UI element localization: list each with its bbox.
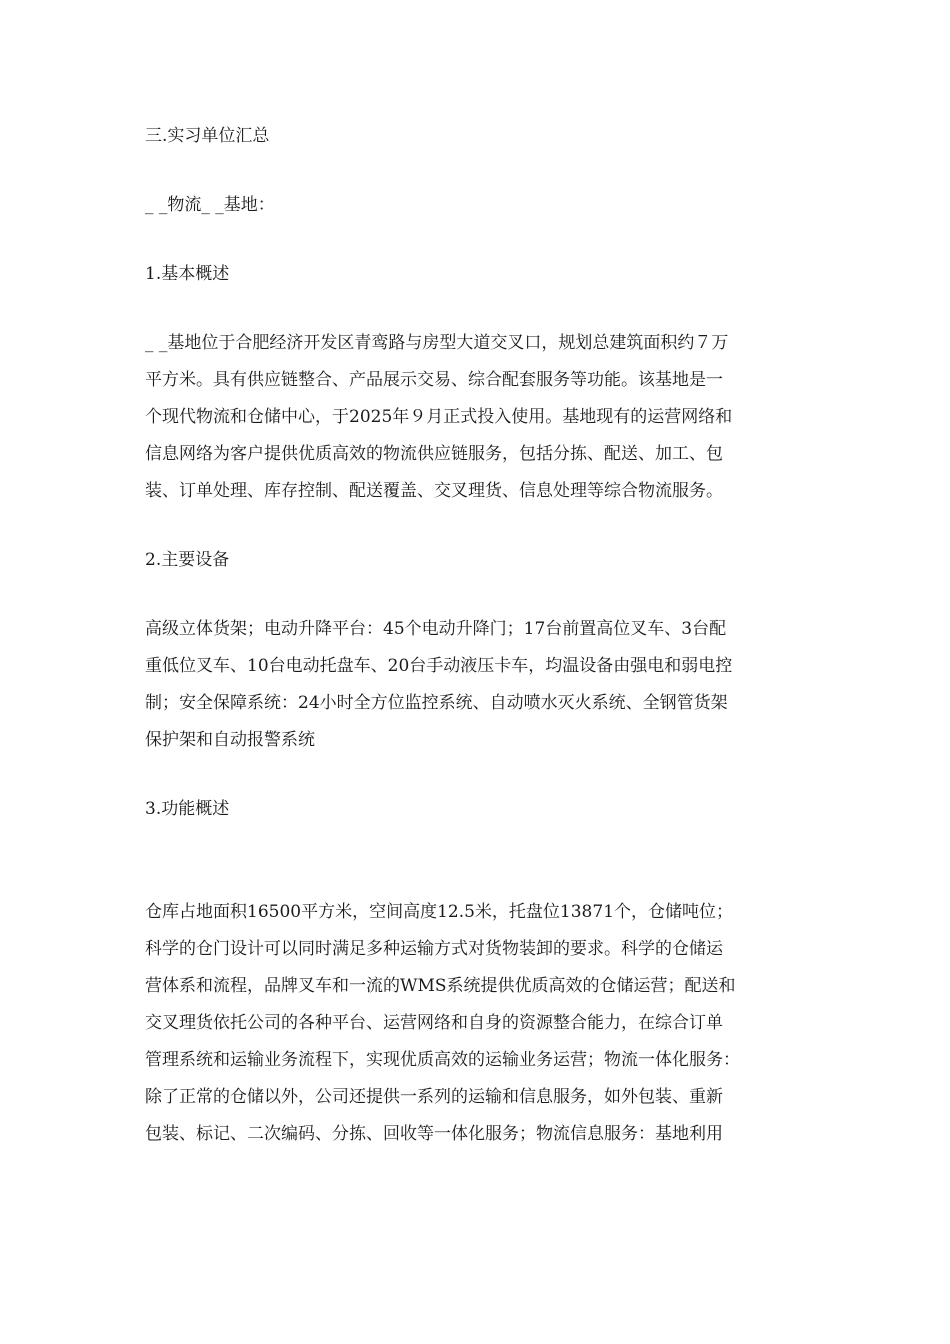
paragraph-line: 平方米。具有供应链整合、产品展示交易、综合配套服务等功能。该基地是一: [145, 370, 723, 390]
subsection-title-function-overview: 3.功能概述: [145, 799, 230, 819]
paragraph-line: _ _基地位于合肥经济开发区青鸾路与房型大道交叉口，规划总建筑面积约７万: [145, 333, 729, 353]
paragraph-line: 重低位叉车、10台电动托盘车、20台手动液压卡车，均温设备由强电和弱电控: [145, 656, 733, 676]
paragraph-line: 个现代物流和仓储中心，于2025年９月正式投入使用。基地现有的运营网络和: [145, 407, 733, 427]
paragraph-line: 包装、标记、二次编码、分拣、回收等一体化服务；物流信息服务：基地利用: [145, 1124, 723, 1144]
paragraph-function-overview: [145, 894, 815, 1153]
unit-name: _ _物流_ _基地：: [145, 195, 275, 215]
paragraph-line: 除了正常的仓储以外，公司还提供一系列的运输和信息服务，如外包装、重新: [145, 1087, 723, 1107]
document-body: [145, 118, 815, 1185]
subsection-title-basic-overview: 1.基本概述: [145, 264, 230, 284]
paragraph-basic-overview: [145, 325, 815, 510]
subsection-title-main-equipment: 2.主要设备: [145, 550, 230, 570]
paragraph-line: 营体系和流程，品牌叉车和一流的WMS系统提供优质高效的仓储运营；配送和: [145, 976, 736, 996]
paragraph-line: 保护架和自动报警系统: [145, 730, 315, 750]
paragraph-line: 信息网络为客户提供优质高效的物流供应链服务，包括分拣、配送、加工、包: [145, 444, 723, 464]
paragraph-line: 交叉理货依托公司的各种平台、运营网络和自身的资源整合能力，在综合订单: [145, 1013, 723, 1033]
paragraph-line: 科学的仓门设计可以同时满足多种运输方式对货物装卸的要求。科学的仓储运: [145, 939, 723, 959]
paragraph-line: 仓库占地面积16500平方米，空间高度12.5米，托盘位13871个，仓储吨位；: [145, 902, 734, 922]
paragraph-line: 装、订单处理、库存控制、配送覆盖、交叉理货、信息处理等综合物流服务。: [145, 481, 723, 501]
section-title: 三.实习单位汇总: [145, 126, 270, 146]
paragraph-main-equipment: [145, 611, 815, 759]
paragraph-line: 管理系统和运输业务流程下，实现优质高效的运输业务运营；物流一体化服务：: [145, 1050, 740, 1070]
paragraph-line: 高级立体货架；电动升降平台：45个电动升降门；17台前置高位叉车、3台配: [145, 619, 727, 639]
paragraph-line: 制；安全保障系统：24小时全方位监控系统、自动喷水灭火系统、全钢管货架: [145, 693, 728, 713]
